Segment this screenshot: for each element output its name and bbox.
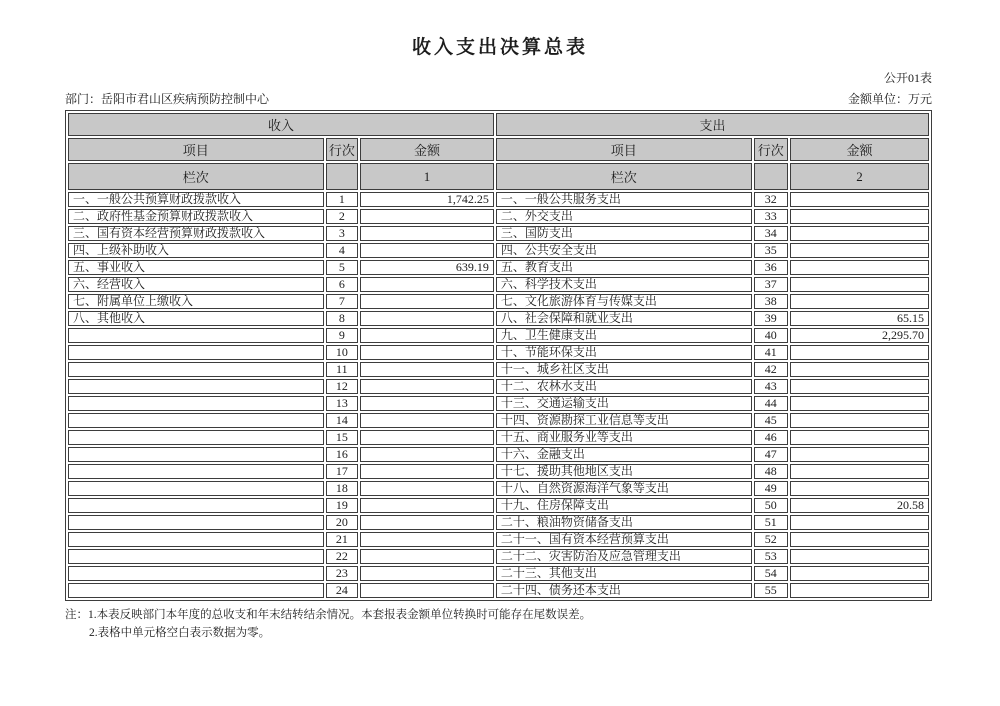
expense-amount-header: 金额 [790, 138, 929, 161]
income-line-cell: 16 [326, 447, 358, 462]
income-line-cell: 18 [326, 481, 358, 496]
income-amount-cell [360, 413, 494, 428]
table-row [68, 549, 929, 564]
income-amount-cell: 1,742.25 [360, 192, 494, 207]
income-amount-cell [360, 498, 494, 513]
income-line-cell: 6 [326, 277, 358, 292]
income-line-cell: 23 [326, 566, 358, 581]
expense-item-cell: 二十四、债务还本支出 [496, 583, 752, 598]
income-line-cell: 9 [326, 328, 358, 343]
income-line-cell: 2 [326, 209, 358, 224]
table-row [68, 532, 929, 547]
income-item-cell [68, 430, 324, 445]
income-line-cell: 19 [326, 498, 358, 513]
income-item-cell [68, 532, 324, 547]
note-line-2 [65, 624, 1000, 642]
income-item-cell [68, 481, 324, 496]
expense-item-cell: 八、社会保障和就业支出 [496, 311, 752, 326]
expense-amount-cell [790, 413, 929, 428]
expense-amount-cell [790, 532, 929, 547]
income-item-cell [68, 549, 324, 564]
expense-item-cell: 十四、资源勘探工业信息等支出 [496, 413, 752, 428]
income-amount-cell: 639.19 [360, 260, 494, 275]
expense-amount-cell [790, 396, 929, 411]
expense-line-cell: 47 [754, 447, 788, 462]
table-row [68, 464, 929, 479]
note-line-1 [65, 606, 1000, 624]
income-item-cell: 三、国有资本经营预算财政拨款收入 [68, 226, 324, 241]
expense-item-cell: 四、公共安全支出 [496, 243, 752, 258]
expense-line-cell: 42 [754, 362, 788, 377]
income-amount-cell [360, 464, 494, 479]
income-amount-cell [360, 515, 494, 530]
income-amount-cell [360, 379, 494, 394]
income-line-cell: 13 [326, 396, 358, 411]
income-amount-cell [360, 532, 494, 547]
expense-line-cell: 33 [754, 209, 788, 224]
expense-line-cell: 52 [754, 532, 788, 547]
income-item-cell [68, 413, 324, 428]
expense-line-cell: 34 [754, 226, 788, 241]
income-amount-cell [360, 277, 494, 292]
income-item-cell [68, 396, 324, 411]
expense-amount-cell: 2,295.70 [790, 328, 929, 343]
expense-item-cell: 六、科学技术支出 [496, 277, 752, 292]
income-item-cell [68, 447, 324, 462]
expense-line-cell: 36 [754, 260, 788, 275]
expense-line-cell: 54 [754, 566, 788, 581]
expense-amount-cell [790, 243, 929, 258]
income-line-cell: 5 [326, 260, 358, 275]
expense-amount-cell: 65.15 [790, 311, 929, 326]
expense-line-cell: 45 [754, 413, 788, 428]
expense-line-header: 行次 [754, 138, 788, 161]
income-amount-cell [360, 311, 494, 326]
income-item-cell: 五、事业收入 [68, 260, 324, 275]
table-row [68, 379, 929, 394]
income-line-cell: 3 [326, 226, 358, 241]
expense-item-cell: 二、外交支出 [496, 209, 752, 224]
expense-amount-cell [790, 515, 929, 530]
expense-lanci-label: 栏次 [496, 163, 752, 190]
column-number-row [68, 163, 929, 190]
income-line-cell: 1 [326, 192, 358, 207]
expense-amount-cell [790, 481, 929, 496]
expense-line-cell: 43 [754, 379, 788, 394]
income-amount-cell [360, 345, 494, 360]
expense-amount-cell [790, 362, 929, 377]
expense-line-cell: 35 [754, 243, 788, 258]
income-amount-cell [360, 243, 494, 258]
income-lanci-blank [326, 163, 358, 190]
expense-amount-cell [790, 226, 929, 241]
expense-item-cell: 十三、交通运输支出 [496, 396, 752, 411]
meta-line [65, 90, 932, 107]
income-amount-cell [360, 396, 494, 411]
expense-amount-cell [790, 447, 929, 462]
department-label: 部门：岳阳市君山区疾病预防控制中心 [65, 92, 270, 106]
table-row [68, 481, 929, 496]
income-amount-cell [360, 549, 494, 564]
expense-line-cell: 53 [754, 549, 788, 564]
expense-item-cell: 一、一般公共服务支出 [496, 192, 752, 207]
income-item-header: 项目 [68, 138, 324, 161]
note-text-1: 1.本表反映部门本年度的总收支和年末结转结余情况。本套报表金额单位转换时可能存在尾数误差。 [88, 609, 592, 621]
income-item-cell: 二、政府性基金预算财政拨款收入 [68, 209, 324, 224]
table-row [68, 311, 929, 326]
income-item-cell: 七、附属单位上缴收入 [68, 294, 324, 309]
expense-amount-cell [790, 566, 929, 581]
expense-line-cell: 44 [754, 396, 788, 411]
expense-line-cell: 49 [754, 481, 788, 496]
income-line-cell: 22 [326, 549, 358, 564]
expense-amount-cell [790, 192, 929, 207]
income-amount-cell [360, 328, 494, 343]
expense-line-cell: 32 [754, 192, 788, 207]
expense-item-cell: 十九、住房保障支出 [496, 498, 752, 513]
expense-line-cell: 39 [754, 311, 788, 326]
note-text-2: 2.表格中单元格空白表示数据为零。 [89, 627, 271, 639]
income-line-cell: 4 [326, 243, 358, 258]
expense-line-cell: 38 [754, 294, 788, 309]
income-column-number: 1 [360, 163, 494, 190]
page-title: 收入支出决算总表 [411, 37, 588, 58]
table-code: 公开01表 [883, 71, 932, 85]
expense-column-number: 2 [790, 163, 929, 190]
income-amount-cell [360, 294, 494, 309]
expense-item-cell: 十八、自然资源海洋气象等支出 [496, 481, 752, 496]
income-item-cell: 一、一般公共预算财政拨款收入 [68, 192, 324, 207]
income-line-cell: 10 [326, 345, 358, 360]
table-row [68, 498, 929, 513]
expense-item-cell: 二十三、其他支出 [496, 566, 752, 581]
income-item-cell [68, 362, 324, 377]
expense-amount-cell [790, 277, 929, 292]
income-amount-cell [360, 430, 494, 445]
expense-amount-cell [790, 294, 929, 309]
income-item-cell [68, 379, 324, 394]
table-row [68, 396, 929, 411]
expense-amount-cell [790, 260, 929, 275]
income-item-cell [68, 498, 324, 513]
income-line-cell: 14 [326, 413, 358, 428]
note-prefix: 注： [65, 609, 88, 621]
expense-item-cell: 五、教育支出 [496, 260, 752, 275]
table-row [68, 413, 929, 428]
expense-line-cell: 40 [754, 328, 788, 343]
expense-item-cell: 二十一、国有资本经营预算支出 [496, 532, 752, 547]
expense-item-cell: 十七、援助其他地区支出 [496, 464, 752, 479]
table-row [68, 277, 929, 292]
expense-amount-cell [790, 430, 929, 445]
income-line-cell: 21 [326, 532, 358, 547]
table-row [68, 345, 929, 360]
income-amount-cell [360, 583, 494, 598]
table-row [68, 515, 929, 530]
income-item-cell: 八、其他收入 [68, 311, 324, 326]
income-item-cell: 六、经营收入 [68, 277, 324, 292]
income-item-cell [68, 464, 324, 479]
expense-line-cell: 50 [754, 498, 788, 513]
section-header-row [68, 113, 929, 136]
expense-item-cell: 二十二、灾害防治及应急管理支出 [496, 549, 752, 564]
expense-amount-cell [790, 583, 929, 598]
income-section-header: 收入 [68, 113, 494, 136]
expense-line-cell: 48 [754, 464, 788, 479]
income-amount-cell [360, 566, 494, 581]
expense-line-cell: 46 [754, 430, 788, 445]
table-row [68, 226, 929, 241]
expense-amount-cell [790, 379, 929, 394]
income-item-cell: 四、上级补助收入 [68, 243, 324, 258]
income-item-cell [68, 566, 324, 581]
column-header-row [68, 138, 929, 161]
expense-amount-cell [790, 549, 929, 564]
table-row [68, 260, 929, 275]
expense-item-header: 项目 [496, 138, 752, 161]
table-row [68, 294, 929, 309]
expense-amount-cell [790, 464, 929, 479]
income-line-cell: 15 [326, 430, 358, 445]
expense-item-cell: 十、节能环保支出 [496, 345, 752, 360]
table-row [68, 566, 929, 581]
expense-item-cell: 十二、农林水支出 [496, 379, 752, 394]
notes [65, 606, 1000, 642]
income-line-cell: 12 [326, 379, 358, 394]
income-item-cell [68, 328, 324, 343]
income-line-cell: 20 [326, 515, 358, 530]
income-item-cell [68, 345, 324, 360]
income-amount-cell [360, 447, 494, 462]
income-amount-header: 金额 [360, 138, 494, 161]
expense-item-cell: 十六、金融支出 [496, 447, 752, 462]
expense-item-cell: 十一、城乡社区支出 [496, 362, 752, 377]
income-item-cell [68, 515, 324, 530]
table-row [68, 447, 929, 462]
income-line-cell: 17 [326, 464, 358, 479]
table-row [68, 209, 929, 224]
expense-item-cell: 十五、商业服务业等支出 [496, 430, 752, 445]
unit-label: 金额单位：万元 [847, 92, 932, 106]
expense-section-header: 支出 [496, 113, 929, 136]
income-amount-cell [360, 481, 494, 496]
income-line-cell: 24 [326, 583, 358, 598]
income-line-cell: 7 [326, 294, 358, 309]
expense-item-cell: 二十、粮油物资储备支出 [496, 515, 752, 530]
income-line-header: 行次 [326, 138, 358, 161]
income-line-cell: 8 [326, 311, 358, 326]
table-row [68, 430, 929, 445]
income-amount-cell [360, 209, 494, 224]
table-row [68, 328, 929, 343]
expense-line-cell: 37 [754, 277, 788, 292]
expense-item-cell: 九、卫生健康支出 [496, 328, 752, 343]
table-row [68, 362, 929, 377]
income-line-cell: 11 [326, 362, 358, 377]
income-item-cell [68, 583, 324, 598]
expense-line-cell: 41 [754, 345, 788, 360]
expense-amount-cell [790, 209, 929, 224]
expense-lanci-blank [754, 163, 788, 190]
expense-line-cell: 55 [754, 583, 788, 598]
expense-amount-cell: 20.58 [790, 498, 929, 513]
expense-item-cell: 三、国防支出 [496, 226, 752, 241]
table-row [68, 583, 929, 598]
income-amount-cell [360, 362, 494, 377]
expense-line-cell: 51 [754, 515, 788, 530]
income-lanci-label: 栏次 [68, 163, 324, 190]
budget-summary-table [65, 110, 932, 601]
table-row [68, 243, 929, 258]
income-amount-cell [360, 226, 494, 241]
table-row [68, 192, 929, 207]
expense-amount-cell [790, 345, 929, 360]
expense-item-cell: 七、文化旅游体育与传媒支出 [496, 294, 752, 309]
